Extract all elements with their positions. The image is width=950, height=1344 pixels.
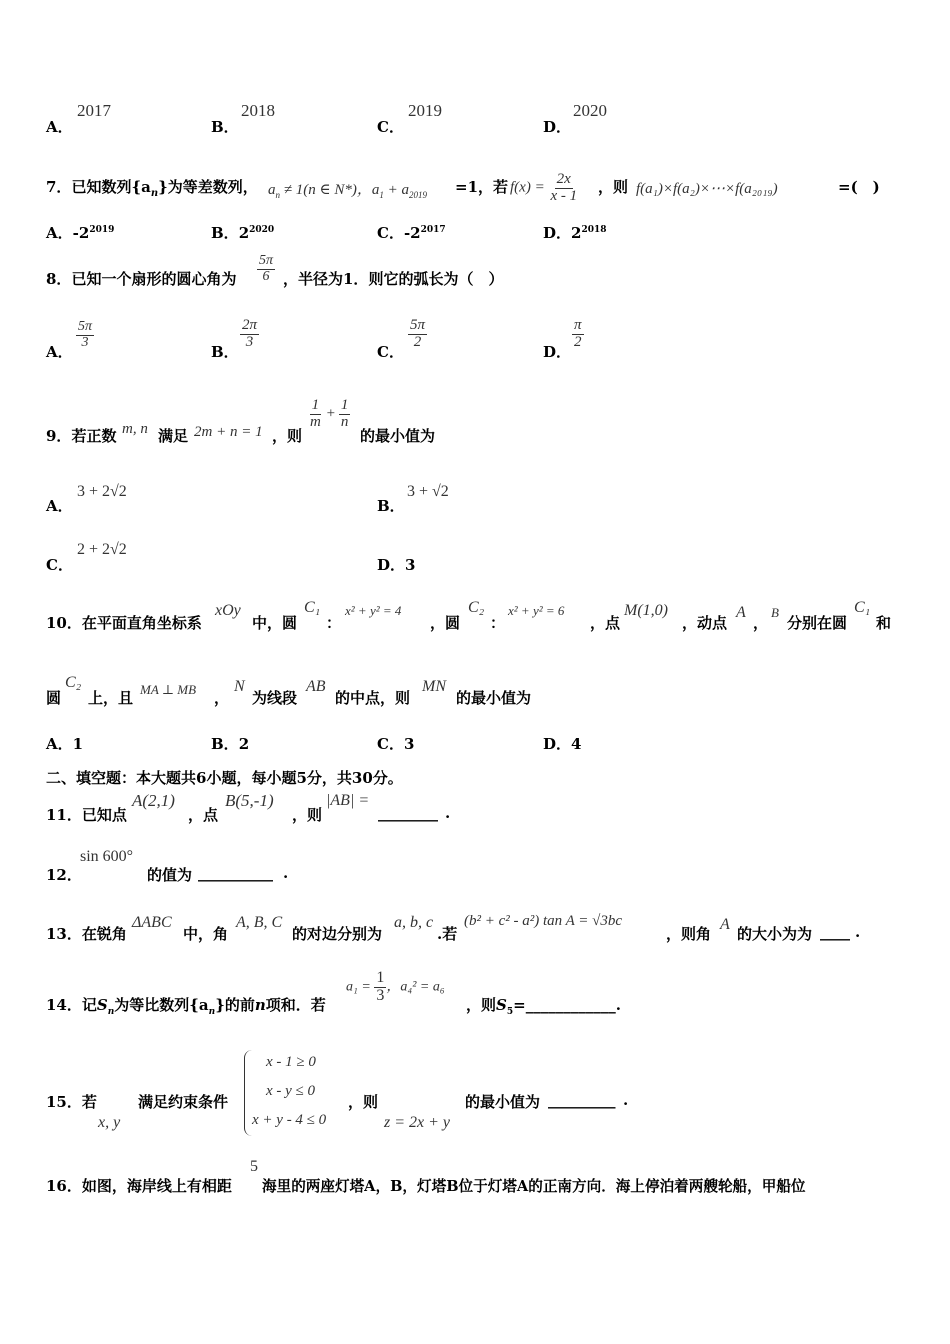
option-c: [377, 222, 446, 243]
label: B．: [211, 735, 239, 753]
text: 在锐角: [81, 925, 127, 943]
distance-expression: |AB| =: [326, 792, 370, 809]
sides: a, b, c: [394, 914, 434, 931]
text: 的最小值为: [456, 689, 532, 707]
label: D．: [543, 224, 572, 242]
text: [46, 425, 116, 446]
text: ≠ 1(n ∈ N*)，a: [280, 182, 380, 198]
option-b-value: [240, 318, 259, 351]
number: 12．: [46, 866, 82, 884]
constraint-2: x - y ≤ 0: [266, 1083, 316, 1099]
base: -2: [72, 224, 90, 242]
point-b: B: [771, 605, 779, 620]
sub: n: [208, 1007, 216, 1017]
condition: 2m + n = 1: [194, 424, 263, 440]
s5: S: [496, 996, 507, 1014]
base: -2: [403, 224, 421, 242]
number: 13．: [46, 925, 82, 943]
option-b-value: 3 + √2: [407, 483, 449, 500]
text: ，则: [348, 1093, 379, 1111]
text: a₁ =: [346, 979, 371, 995]
expression: sin 600°: [80, 848, 134, 865]
number: 10．: [46, 614, 82, 632]
option-d-label: D．: [543, 118, 572, 136]
denominator: x - 1: [550, 187, 578, 204]
text: 已知数列{a: [71, 178, 151, 196]
fraction: [339, 398, 351, 431]
text: 若: [81, 1093, 97, 1111]
angles: A, B, C: [236, 914, 283, 931]
text: }的前: [215, 996, 255, 1014]
text: 中，角: [183, 925, 229, 943]
variables: m, n: [122, 421, 148, 437]
number: 14．: [46, 996, 82, 1014]
point-a: A(2,1): [132, 791, 175, 810]
text: 如图，海岸线上有相距: [81, 1177, 232, 1195]
objective: z = 2x + y: [384, 1114, 451, 1131]
text: 为等比数列{a: [114, 996, 209, 1014]
denominator: 2: [413, 333, 422, 350]
text: 的最小值为: [465, 1093, 541, 1111]
numerator: 1: [376, 969, 385, 986]
condition-formula: [268, 178, 427, 200]
answer-blank[interactable]: __________: [198, 864, 273, 882]
denominator: n: [340, 413, 349, 430]
number: 11．: [46, 806, 82, 824]
text: ，则: [272, 427, 303, 445]
text: 若正数: [71, 427, 117, 445]
angle-a: A: [720, 916, 730, 933]
text: 满足约束条件: [138, 1093, 229, 1111]
sub: n: [107, 1007, 115, 1017]
option-c-value: [408, 318, 427, 351]
text: ，则: [598, 178, 629, 196]
triangle: ΔABC: [132, 914, 172, 931]
text: ，圆: [430, 614, 461, 632]
text: =: [513, 996, 526, 1014]
denominator: 2: [574, 333, 582, 350]
text: 记: [81, 996, 97, 1014]
option-a-label: A．: [46, 343, 73, 361]
numerator: 5π: [410, 317, 426, 333]
subscript: n: [150, 188, 159, 199]
option-b: [211, 222, 274, 243]
denominator: m: [310, 413, 321, 430]
option-d-value: [572, 318, 584, 351]
label: C．: [377, 224, 404, 242]
exponent: 2019: [89, 225, 115, 235]
fraction: [408, 318, 427, 351]
text: ，动点: [682, 614, 728, 632]
text: [46, 612, 202, 633]
option-b-label: B．: [377, 497, 405, 515]
base: 2: [238, 224, 250, 242]
point-a: A: [736, 604, 746, 621]
text: [466, 994, 621, 1017]
value: 1: [72, 735, 84, 753]
constraint-1: x - 1 ≥ 0: [266, 1054, 316, 1070]
label: C．: [377, 735, 404, 753]
fraction: [374, 970, 386, 1005]
circle-c2-equation: x² + y² = 6: [508, 603, 565, 618]
fraction: [548, 172, 579, 205]
text: 和: [876, 614, 892, 632]
fraction: [572, 318, 584, 351]
numerator: 5π: [259, 253, 274, 268]
text: ，半径为1．则它的弧长为（ ）: [283, 270, 504, 288]
option-a: [46, 733, 83, 754]
text: 分别在圆: [787, 614, 848, 632]
text: [46, 804, 127, 825]
exponent: 2020: [249, 225, 275, 235]
text: ，a₄² = a₆: [386, 979, 445, 995]
denominator: 3: [376, 986, 385, 1004]
text: 的值为: [147, 866, 193, 884]
value: 2: [238, 735, 250, 753]
circle-c2: C₂: [468, 599, 485, 616]
text: .: [615, 996, 621, 1014]
text: [46, 268, 236, 289]
text: ，则角: [666, 925, 712, 943]
option-d: [543, 733, 581, 754]
text: 满足: [158, 427, 189, 445]
perpendicular-condition: MA ⊥ MB: [140, 682, 197, 697]
fraction: [257, 254, 275, 284]
number: 7．: [46, 178, 72, 196]
option-c-value: 2019: [408, 101, 442, 120]
answer-blank[interactable]: ____: [820, 923, 850, 941]
text: ，则: [292, 806, 323, 824]
text: .: [283, 864, 289, 882]
text: ，: [214, 689, 230, 707]
text: 在平面直角坐标系: [81, 614, 202, 632]
n: n: [254, 996, 266, 1014]
value: 3: [403, 735, 415, 753]
text: 上，且: [88, 689, 134, 707]
denominator: 6: [262, 268, 270, 284]
answer-blank[interactable]: _________: [548, 1091, 616, 1109]
label: B．: [211, 224, 239, 242]
circle-c1-equation: x² + y² = 4: [345, 603, 402, 618]
option-b: [211, 733, 249, 754]
base: 2: [571, 224, 582, 242]
point-n: N: [234, 678, 245, 695]
circle-c1: C₁: [854, 599, 871, 616]
numerator: π: [574, 317, 582, 333]
text: }为等差数列，: [158, 178, 258, 196]
text: =1，若: [455, 178, 509, 196]
text: 海里的两座灯塔A，B，灯塔B位于灯塔A的正南方向．海上停泊着两艘轮船，甲船位: [262, 1178, 806, 1195]
label: A．: [46, 224, 73, 242]
sub: 2019: [408, 190, 427, 200]
numerator: 1: [340, 397, 349, 413]
answer-blank[interactable]: ____________: [525, 996, 616, 1014]
number: 15．: [46, 1093, 82, 1111]
text: 中，圆: [252, 614, 298, 632]
text: 已知点: [81, 806, 127, 824]
text: .: [445, 804, 451, 822]
segment-ab: AB: [306, 678, 326, 695]
section-heading: 二、填空题：本大题共6小题，每小题5分，共30分。: [46, 769, 403, 787]
text: + a: [383, 182, 409, 198]
text: .: [623, 1091, 629, 1109]
product-formula: f(a₁)×f(a₂)×⋯×f(a₂₀₁₉): [636, 181, 778, 197]
sub: 5: [506, 1007, 514, 1017]
answer-blank[interactable]: ________: [378, 804, 438, 822]
option-c-label: C．: [46, 556, 73, 574]
option-b-value: 2018: [241, 101, 275, 120]
variables: x, y: [98, 1114, 121, 1131]
option-a-label: A．: [46, 497, 73, 515]
option-d: [543, 222, 607, 243]
text: f(x) =: [510, 179, 545, 196]
equation: (b² + c² - a²) tan A = √3bc: [464, 913, 623, 929]
label: D．: [377, 556, 406, 574]
value: 3: [405, 556, 416, 574]
denominator: 3: [245, 333, 254, 350]
numerator: 2x: [556, 171, 571, 187]
circle-c2: C₂: [65, 674, 82, 691]
question-number: [46, 176, 258, 199]
constraint-3: x + y - 4 ≤ 0: [252, 1112, 327, 1128]
angle-fraction: [257, 254, 275, 284]
exponent: 2017: [420, 225, 446, 235]
text: .若: [437, 925, 458, 943]
option-c-label: C．: [377, 343, 404, 361]
option-a-label: A．: [46, 118, 73, 136]
text: [46, 1175, 232, 1196]
label: D．: [543, 735, 572, 753]
expression: [308, 398, 350, 431]
numerator: 1: [311, 397, 320, 413]
text: ，点: [188, 806, 219, 824]
segment-mn: MN: [422, 678, 446, 695]
text: 项和．若: [265, 996, 326, 1014]
option-a: [46, 222, 114, 243]
text: 的最小值为: [360, 427, 436, 445]
option-d-value: 2020: [573, 101, 607, 120]
option-a-value: [76, 320, 94, 350]
option-d-label: D．: [543, 343, 572, 361]
number: 16．: [46, 1177, 82, 1195]
coord-system: xOy: [215, 602, 241, 619]
value: 4: [571, 735, 582, 753]
point-b: B(5,-1): [225, 791, 274, 810]
option-c-value: 2 + 2√2: [77, 541, 127, 558]
plus: +: [326, 405, 336, 422]
text: ，点: [590, 614, 621, 632]
text: a: [268, 182, 276, 198]
sub: n: [275, 190, 280, 200]
text: [46, 1091, 97, 1112]
denominator: 3: [81, 334, 89, 350]
point-m: M(1,0): [624, 602, 668, 619]
option-a-value: 3 + 2√2: [77, 483, 127, 500]
text: ：: [490, 614, 506, 632]
text: 已知一个扇形的圆心角为: [71, 270, 237, 288]
number: 9．: [46, 427, 72, 445]
numerator: 5π: [78, 319, 93, 334]
option-c: [377, 733, 414, 754]
text: 的大小为为: [737, 925, 813, 943]
text: ，则: [466, 996, 497, 1014]
text: 圆: [46, 689, 62, 707]
fraction: [308, 398, 323, 431]
option-a-value: 2017: [77, 101, 111, 120]
numerator: 2π: [242, 317, 258, 333]
text: =( ): [838, 178, 880, 196]
number: 8．: [46, 270, 72, 288]
label: A．: [46, 735, 73, 753]
sub: 1: [379, 190, 384, 200]
s: S: [96, 996, 108, 1014]
fraction: [76, 320, 94, 350]
condition: [346, 970, 445, 1005]
text: 的对边分别为: [292, 925, 383, 943]
text: ：: [326, 614, 342, 632]
exponent: 2018: [581, 225, 607, 235]
text: [46, 923, 127, 944]
text: .: [855, 923, 861, 941]
circle-c1: C₁: [304, 599, 321, 616]
option-d: [377, 554, 415, 575]
option-b-label: B．: [211, 343, 239, 361]
distance: 5: [250, 1158, 258, 1175]
text: 的中点，则: [335, 689, 411, 707]
text: [46, 994, 326, 1017]
text: 为线段: [252, 689, 298, 707]
option-c-label: C．: [377, 118, 404, 136]
fraction: [240, 318, 259, 351]
text: ，: [753, 614, 769, 632]
function-formula: [510, 172, 579, 205]
option-b-label: B．: [211, 118, 239, 136]
